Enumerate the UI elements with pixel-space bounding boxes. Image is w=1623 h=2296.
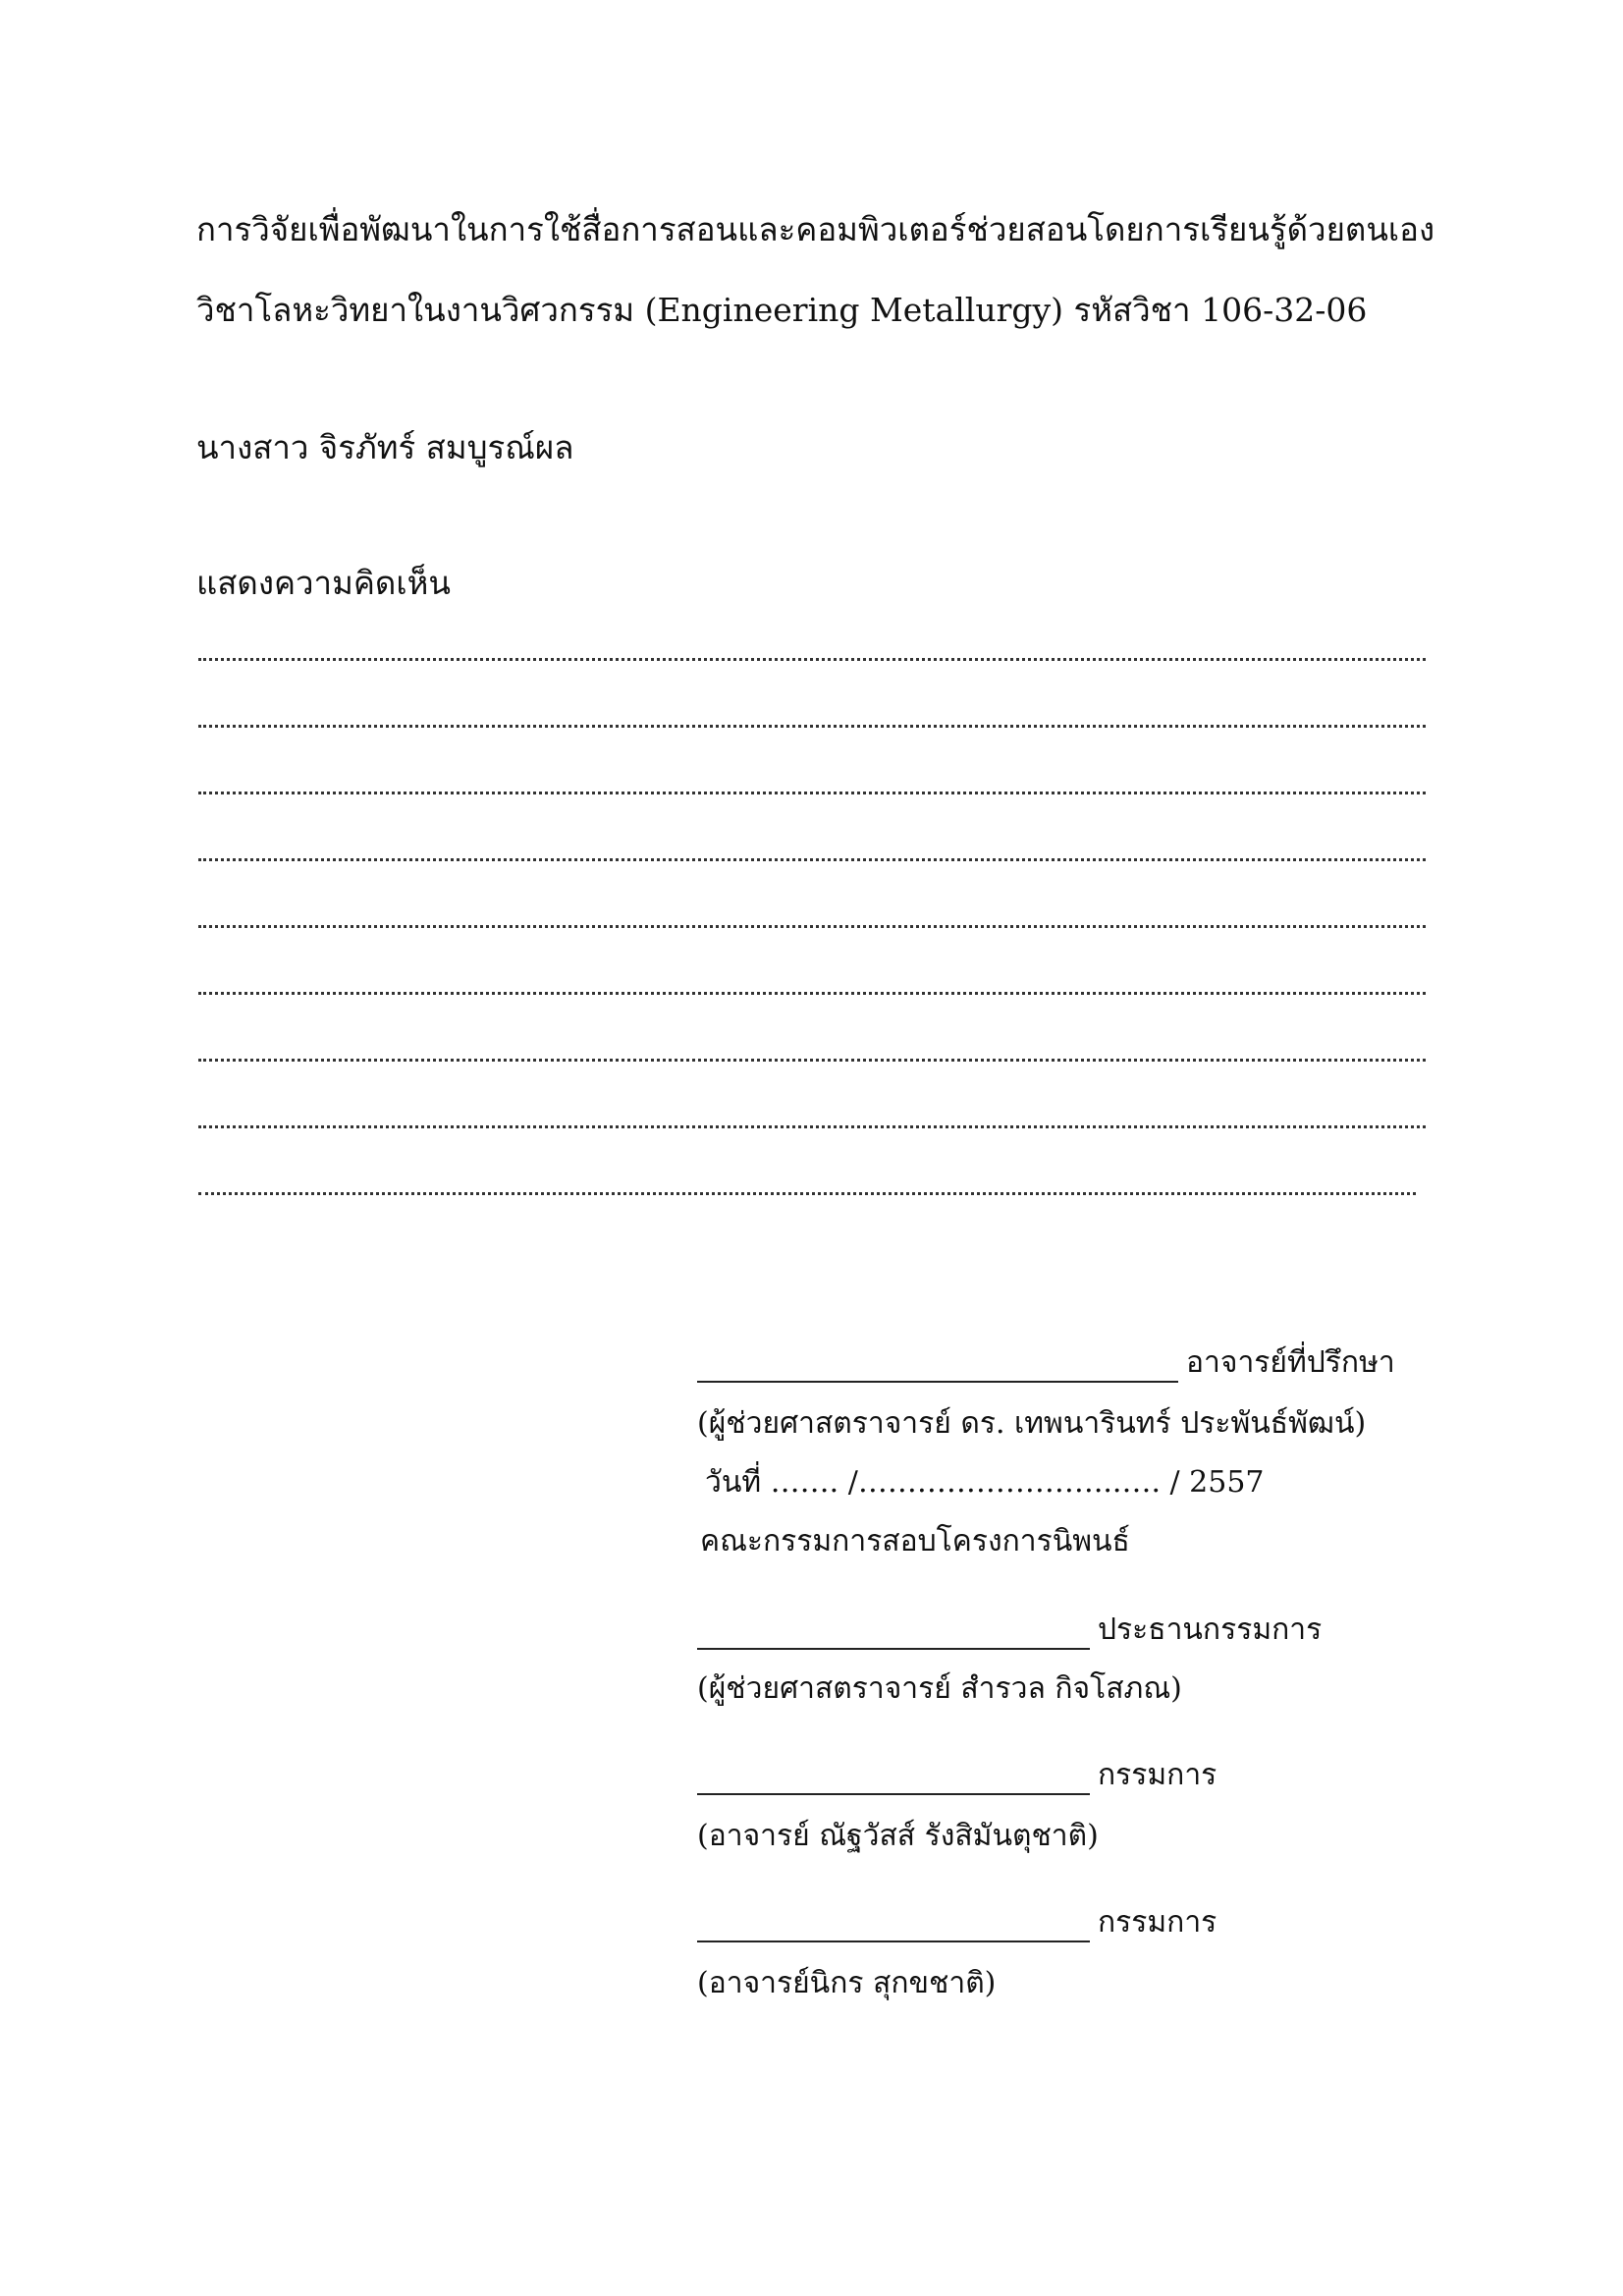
member1-name: (อาจารย์ ณัฐวัสส์ รังสิมันตุชาติ) bbox=[697, 1819, 1099, 1853]
project-title-line-1: การวิจัยเพื่อพัฒนาในการใช้สื่อการสอนและคอมพิวเตอร์ช่วยสอนโดยการเรียนรู้ด้วยตนเอง bbox=[196, 210, 1435, 248]
project-title-line-2: วิชาโลหะวิทยาในงานวิศวกรรม (Engineering Metallurgy) รหัสวิชา 106-32-06 bbox=[196, 291, 1368, 329]
advisor-date: วันที่ ……. /……………………...…. / 2557 bbox=[705, 1465, 1265, 1500]
signature-line bbox=[697, 1913, 1090, 1942]
member1-role: กรรมการ bbox=[1098, 1758, 1217, 1792]
advisor-name: (ผู้ช่วยศาสตราจารย์ ดร. เทพนารินทร์ ประพันธ์พัฒน์) bbox=[697, 1406, 1367, 1441]
advisor-role: อาจารย์ที่ปรึกษา bbox=[1186, 1345, 1395, 1380]
comment-dotted-line bbox=[198, 760, 1426, 827]
comment-dotted-line bbox=[198, 1094, 1426, 1161]
student-name: นางสาว จิรภัทร์ สมบูรณ์ผล bbox=[196, 428, 574, 466]
member2-signature-row bbox=[697, 1903, 1217, 1942]
comment-dotted-line bbox=[198, 1027, 1426, 1094]
member1-signature-row bbox=[697, 1756, 1217, 1795]
advisor-signature-row bbox=[697, 1343, 1395, 1383]
chair-signature-row bbox=[697, 1611, 1322, 1650]
comment-dotted-line bbox=[198, 894, 1426, 960]
chair-role: ประธานกรรมการ bbox=[1098, 1613, 1323, 1647]
signature-line bbox=[697, 1766, 1090, 1795]
committee-heading: คณะกรรมการสอบโครงการนิพนธ์ bbox=[700, 1524, 1130, 1558]
comment-dotted-line bbox=[198, 1161, 1416, 1228]
comment-lines bbox=[198, 627, 1426, 1228]
member2-role: กรรมการ bbox=[1098, 1905, 1217, 1940]
signature-line bbox=[697, 1353, 1178, 1383]
comment-dotted-line bbox=[198, 693, 1426, 760]
comment-dotted-line bbox=[198, 627, 1426, 693]
comment-dotted-line bbox=[198, 827, 1426, 894]
signature-line bbox=[697, 1620, 1090, 1650]
member2-name: (อาจารย์นิกร สุกขชาติ) bbox=[697, 1966, 997, 2000]
comment-label: แสดงความคิดเห็น bbox=[196, 564, 451, 602]
comment-dotted-line bbox=[198, 960, 1426, 1027]
chair-name: (ผู้ช่วยศาสตราจารย์ สำรวล กิจโสภณ) bbox=[697, 1671, 1182, 1706]
